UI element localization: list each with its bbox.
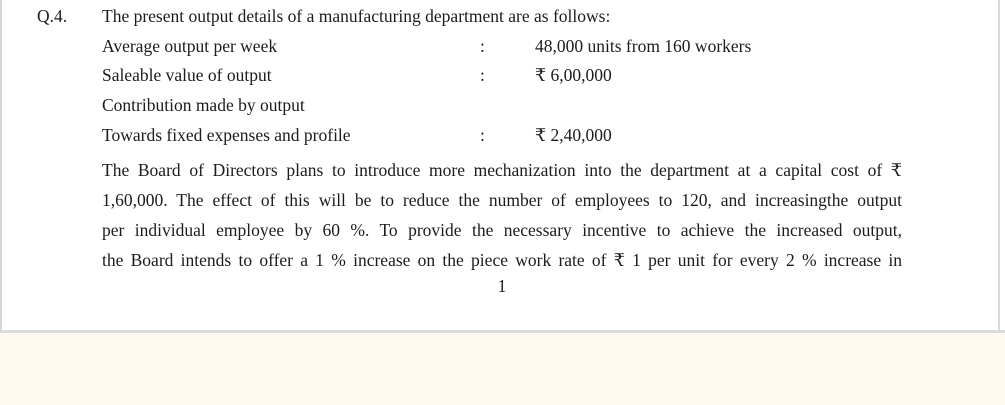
detail-separator: : — [480, 65, 485, 86]
detail-row — [102, 61, 902, 91]
page-number: 1 — [497, 276, 507, 297]
detail-row — [102, 32, 902, 62]
detail-value: ₹ 2,40,000 — [535, 124, 612, 145]
question-intro-text: The present output details of a manufacturing department are as follows: — [102, 6, 611, 26]
detail-label: Contribution made by output — [102, 95, 305, 116]
paragraph-line: The Board of Directors plans to introduce more mechanization into the department at a capital cost of ₹ — [102, 160, 902, 181]
question-number: Q.4. — [37, 6, 68, 26]
detail-row — [102, 91, 902, 121]
question-paragraph — [102, 156, 902, 275]
paragraph-line: 1,60,000. The effect of this will be to reduce the number of employees to 120, and increasingthe output — [102, 190, 902, 211]
page-right-edge-line — [998, 0, 1000, 330]
question-intro-line — [37, 2, 902, 32]
detail-value: ₹ 6,00,000 — [535, 65, 612, 86]
paragraph-line: per individual employee by 60 %. To provide the necessary incentive to achieve the increased output, — [102, 219, 902, 240]
detail-separator: : — [480, 124, 485, 145]
detail-label: Saleable value of output — [102, 65, 272, 86]
detail-separator: : — [480, 35, 485, 56]
paragraph-line: the Board intends to offer a 1 % increase on the piece work rate of ₹ 1 per unit for every 2 % increase in — [102, 249, 902, 270]
detail-label: Average output per week — [102, 35, 278, 56]
detail-value: 48,000 units from 160 workers — [535, 35, 752, 56]
viewer-background-area — [0, 333, 1005, 405]
question-block — [37, 2, 902, 302]
detail-row — [102, 121, 902, 151]
detail-label: Towards fixed expenses and profile — [102, 124, 351, 145]
